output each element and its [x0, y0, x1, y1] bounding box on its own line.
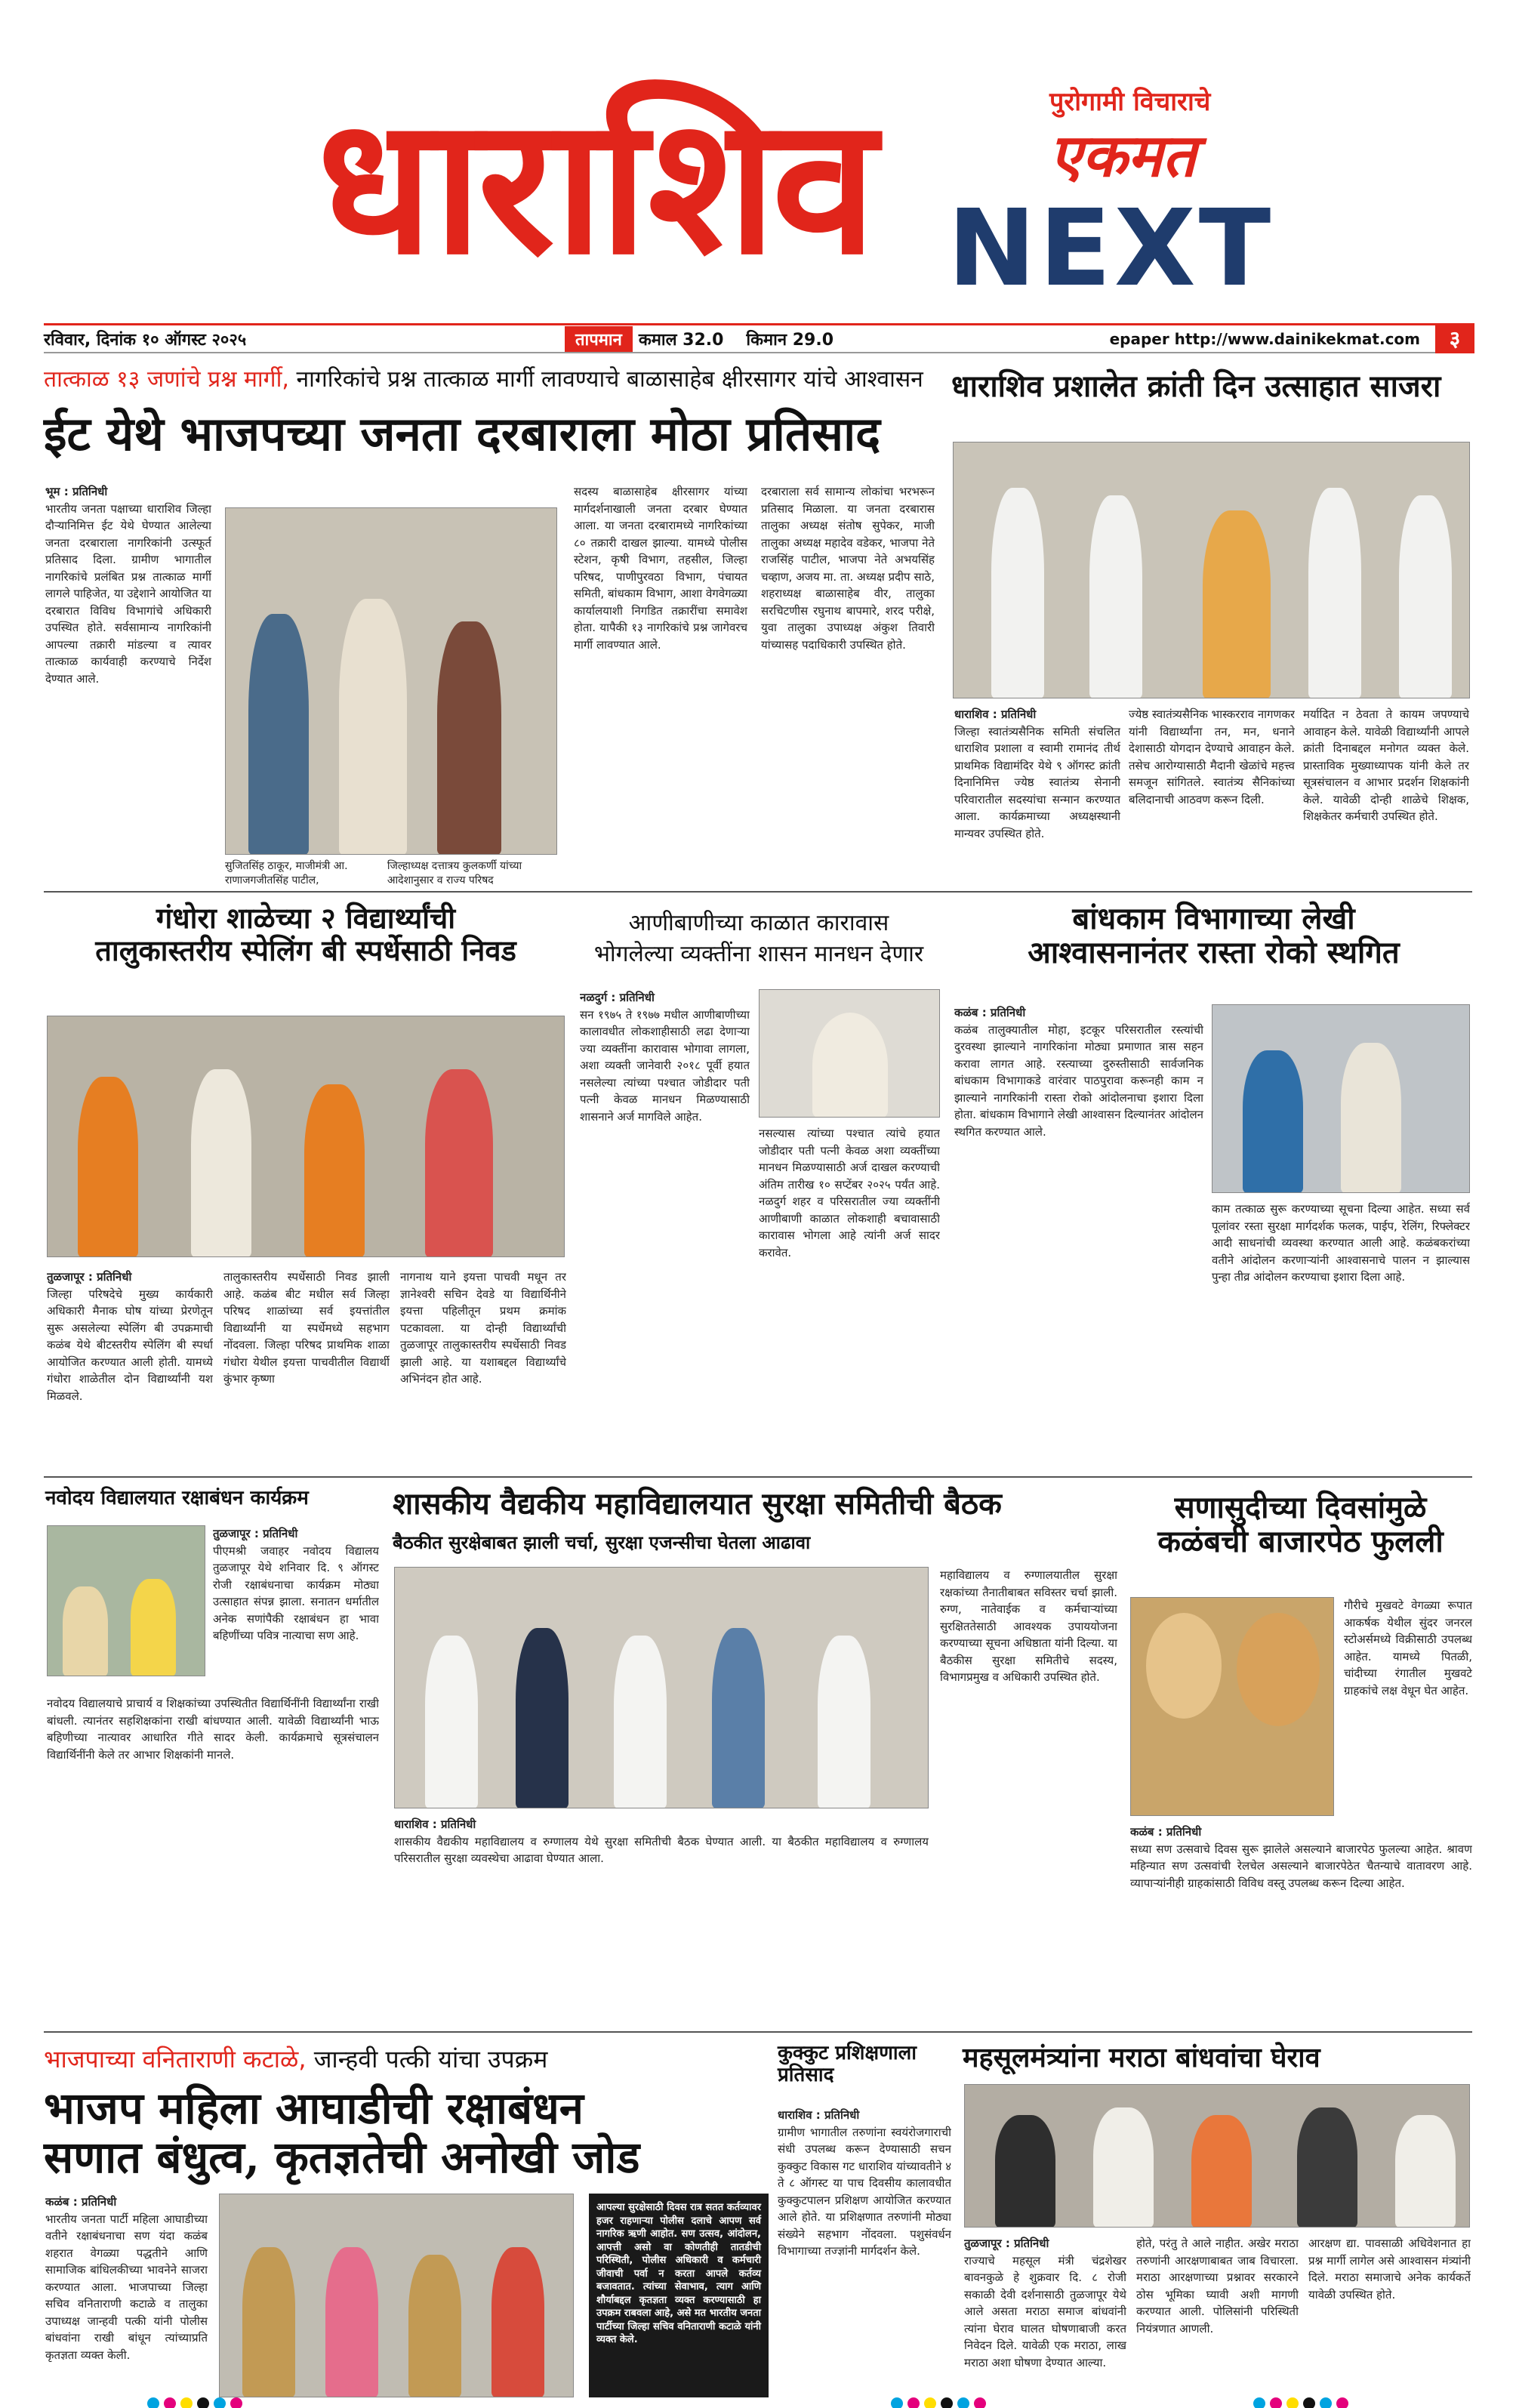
a7-headline: शासकीय वैद्यकीय महाविद्यालयात सुरक्षा समितीची बैठक	[393, 1486, 1002, 1522]
a4-column-2: नसल्यास त्यांच्या पश्चात त्यांचे हयात जोडीदार पती पत्नी केवळ अशा व्यक्तींच्या मानधन मिळण्यासाठी अर्ज दाखल करण्याची अंतिम तारीख १० सप्टेंबर २०२५ पर्यंत आहे. नळदुर्ग शहर व परिसरातील ज्या व्यक्तींनी आणीबाणी काळात लोकशाही बचावासाठी कारावास भोगला आहे त्यांनी अर्ज सादर करावेत.	[759, 1127, 940, 1259]
registration-marks-center	[891, 2397, 986, 2408]
a1-caption-2: जिल्हाध्यक्ष दत्तात्रय कुलकर्णी यांच्या आदेशानुसार व राज्य परिषद	[387, 860, 522, 886]
a9-headline	[44, 2084, 769, 2182]
a5-body-1: कळंब तालुक्यातील मोहा, इटकूर परिसरातील रस्त्यांची दुरवस्था झाल्याने नागरिकांना मोठ्या प्रमाणात त्रास सहन करावा लागत आहे. रस्त्याच्या दुरुस्तीसाठी सार्वजनिक बांधकाम विभागाकडे वारंवार पाठपुरावा करूनही काम न झाल्याने नागरिकांनी रास्ता रोको आंदोलनाचा इशारा दिला होता. बांधकाम विभागाने लेखी आश्वासन दिल्यानंतर आंदोलन स्थगित करण्यात आले.	[954, 1022, 1203, 1139]
a6-column-1	[213, 1525, 379, 1691]
temperature-label: तापमान	[565, 326, 633, 352]
a2-column-2: ज्येष्ठ स्वातंत्र्यसैनिक भास्करराव नागणकर यांनी विद्यार्थ्यांना तन, मन, धनाने देशासाठी योगदान देण्याचे आवाहन केले. तसेच आरोग्यासाठी मैदानी खेळांचे महत्त्व समजून सांगितले. स्वातंत्र्य सैनिकांच्या बलिदानाची आठवण करून दिली.	[1129, 708, 1295, 806]
epaper-link[interactable]: epaper http://www.dainikekmat.com	[1109, 329, 1420, 348]
a7-byline: धाराशिव : प्रतिनिधी	[394, 1818, 476, 1831]
a8-headline-line1: सणासुदीच्या दिवसांमुळे	[1174, 1490, 1427, 1525]
a6-body-1: पीएमश्री जवाहर नवोदय विद्यालय तुळजापूर येथे शनिवार दि. ९ ऑगस्ट रोजी रक्षाबंधनाचा कार्यक्रम मोठ्या उत्साहात संपन्न झाला. सनातन धर्मातील अनेक सणांपैकी रक्षाबंधन हा भावा बहिणींच्या पवित्र नात्याचा सण आहे.	[213, 1543, 379, 1642]
a4-column-1	[580, 989, 750, 1465]
a2-column-3: मर्यादित न ठेवता ते कायम जपण्याचे आवाहन केले. यावेळी विद्यार्थ्यांनी आपले क्रांती दिनाबद्दल मनोगत व्यक्त केले. प्रास्ताविक मुख्याध्यापक यांनी केले तर सूत्रसंचालन व आभार प्रदर्शन शिक्षकांनी केले. यावेळी दोन्ही शाळेचे शिक्षक, शिक्षकेतर कर्मचारी उपस्थित होते.	[1303, 708, 1469, 823]
a6-photo	[47, 1525, 205, 1676]
a3-column-3: नागनाथ याने इयत्ता पाचवी मधून तर ज्ञानेश्वरी सचिन देवडे या विद्यार्थिनीने इयत्ता पहिलीतून प्रथम क्रमांक पटकावला. या दोन्ही विद्यार्थ्यांची तुळजापूर तालुकास्तरीय स्पर्धेसाठी निवड झाली आहे. या यशाबद्दल विद्यार्थ्यांचे अभिनंदन होत आहे.	[400, 1270, 566, 1386]
masthead-title: धाराशिव	[317, 74, 873, 296]
a1-column-1	[45, 483, 211, 876]
registration-marks-left	[147, 2397, 242, 2408]
a11-headline: महसूलमंत्र्यांना मराठा बांधवांचा घेराव	[963, 2042, 1320, 2073]
a3-headline-line1: गंधोरा शाळेच्या २ विद्यार्थ्यांची	[156, 901, 456, 935]
a11-body-1: राज्याचे महसूल मंत्री चंद्रशेखर बावनकुळे हे शुक्रवार दि. ८ रोजी सकाळी देवी दर्शनासाठी तुळजापूर येथे आले असता मराठा समाज बांधवांनी त्यांना घेराव घालत घोषणाबाजी करत निवेदन दिले. यावेळी एक मराठा, लाख मराठा अशा घोषणा देण्यात आल्या.	[964, 2253, 1126, 2369]
a2-byline: धाराशिव : प्रतिनिधी	[954, 708, 1037, 721]
issue-date: रविवार, दिनांक १० ऑगस्ट २०२५	[44, 330, 247, 350]
a6-column-2: नवोदय विद्यालयाचे प्राचार्य व शिक्षकांच्या उपस्थितीत विद्यार्थिनींनी विद्यार्थ्यांना राखी बांधली. त्यानंतर सहशिक्षकांना राखी बांधण्यात आली. यावेळी विद्यार्थ्यांनी भाऊ बहिणीच्या नात्यावर आधारित गीते सादर केली. कार्यक्रमाचे सूत्रसंचालन विद्यार्थिनींनी केले तर आभार शिक्षकांनी मानले.	[47, 1697, 379, 1762]
dateline-bar	[44, 323, 1474, 353]
a3-photo	[47, 1016, 565, 1257]
a5-byline: कळंब : प्रतिनिधी	[954, 1006, 1026, 1019]
a5-column-2: काम तत्काळ सुरू करण्याच्या सूचना दिल्या आहेत. सध्या सर्व पूलांवर रस्ता सुरक्षा मार्गदर्शक फलक, पाईप, रेलिंग, रिफ्लेक्टर आदी साधनांची व्यवस्था करण्यात आली आहे. कळंबकरांच्या वतीने आंदोलन करणाऱ्यांनी आश्वासनाचे पालन न झाल्यास पुन्हा तीव्र आंदोलन करण्याचा इशारा दिला आहे.	[1212, 1202, 1470, 1284]
a11-column-2: होते, परंतु ते आले नाहीत. अखेर मराठा तरुणांनी आरक्षणाबाबत जाब विचारला. मराठा आरक्षणाच्या प्रश्नावर सरकारने ठोस भूमिका घ्यावी अशी मागणी करण्यात आली. पोलिसांनी परिस्थिती नियंत्रणात आणली.	[1136, 2237, 1299, 2336]
a8-body-2: सध्या सण उत्सवाचे दिवस सुरू झालेले असल्याने बाजारपेठ फुलल्या आहेत. श्रावण महिन्यात सण उत्सवांची रेलचेल असल्याने बाजारपेठेत चैतन्याचे वातावरण आहे. व्यापाऱ्यांनीही ग्राहकांसाठी विविध वस्तू उपलब्ध करून दिल्या आहेत.	[1130, 1842, 1472, 1890]
a8-column-1: गौरीचे मुखवटे वेगळ्या रूपात आकर्षक येथील सुंदर जनरल स्टोअर्समध्ये विक्रीसाठी उपलब्ध आहेत. यामध्ये पितळी, चांदीच्या रंगातील मुखवटे ग्राहकांचे लक्ष वेधून घेत आहेत.	[1344, 1599, 1472, 1697]
a9-headline-line1: भाजप महिला आघाडीची रक्षाबंधन	[44, 2083, 584, 2134]
a9-column-1	[45, 2194, 208, 2390]
temperature-min: किमान 29.0	[746, 330, 834, 350]
a5-headline-line2: आश्वासनानंतर रास्ता रोको स्थगित	[1028, 934, 1400, 970]
a11-column-1	[964, 2235, 1126, 2397]
a1-byline: भूम : प्रतिनिधी	[45, 485, 108, 498]
a8-column-2	[1130, 1824, 1472, 2020]
a1-caption	[225, 859, 557, 888]
a4-kicker: आणीबाणीच्या काळात कारावास	[628, 910, 889, 936]
brand-logo: एकमत	[1049, 122, 1197, 190]
a8-headline-line2: कळंबची बाजारपेठ फुलली	[1157, 1523, 1444, 1559]
a4-kicker-2: भोगलेल्या व्यक्तींना शासन मानधन देणार	[593, 941, 924, 967]
a4-header	[578, 906, 940, 968]
a6-headline: नवोदय विद्यालयात रक्षाबंधन कार्यक्रम	[45, 1487, 309, 1509]
section-divider-3	[44, 2031, 1472, 2033]
a1-kicker-red: तात्काळ १३ जणांचे प्रश्न मार्गी,	[44, 366, 289, 393]
a4-byline: नळदुर्ग : प्रतिनिधी	[580, 991, 655, 1004]
edition-logo	[948, 187, 1274, 310]
a3-column-1	[47, 1269, 213, 1465]
a5-headline-line1: बांधकाम विभागाच्या लेखी	[1072, 901, 1355, 936]
a9-headline-line2: सणात बंधुत्व, कृतज्ञतेची अनोखी जोड	[44, 2131, 640, 2183]
a2-photo	[953, 442, 1470, 698]
a9-kicker-text: जान्हवी पत्की यांचा उपक्रम	[313, 2045, 548, 2073]
a8-byline: कळंब : प्रतिनिधी	[1130, 1825, 1202, 1839]
a7-body-1: शासकीय वैद्यकीय महाविद्यालय व रुग्णालय येथे सुरक्षा समितीची बैठक घेण्यात आली. या बैठकीत महाविद्यालय व रुग्णालय परिसरातील सुरक्षा व्यवस्थेचा आढावा घेण्यात आला.	[394, 1834, 929, 1865]
a3-byline: तुळजापूर : प्रतिनिधी	[47, 1270, 132, 1284]
section-divider	[44, 891, 1472, 893]
a10-column-1	[778, 2107, 951, 2397]
masthead-tagline: पुरोगामी विचाराचे	[1049, 87, 1211, 117]
a7-column-2: महाविद्यालय व रुग्णालयातील सुरक्षा रक्षकांच्या तैनातीबाबत सविस्तर चर्चा झाली. रुग्ण, नातेवाईक व कर्मचाऱ्यांच्या सुरक्षिततेसाठी आवश्यक उपाययोजना करण्याच्या सूचना अधिष्ठाता यांनी दिल्या. या बैठकीस सुरक्षा समितीचे सदस्य, विभागप्रमुख व अधिकारी उपस्थित होते.	[940, 1568, 1117, 1684]
a10-body-1: ग्रामीण भागातील तरुणांना स्वयंरोजगाराची संधी उपलब्ध करून देण्यासाठी सचन कुक्कुट विकास गट धाराशिव यांच्यावतीने ४ ते ८ ऑगस्ट या पाच दिवसीय कालावधीत कुक्कुटपालन प्रशिक्षण आयोजित करण्यात आले होते. या प्रशिक्षणात तरुणांनी मोठ्या संख्येने सहभाग नोंदवला. पशुसंवर्धन विभागाच्या तज्ज्ञांनी मार्गदर्शन केले.	[778, 2125, 951, 2258]
a3-body-1: जिल्हा परिषदेचे मुख्य कार्यकारी अधिकारी मैनाक घोष यांच्या प्रेरणेतून सुरू असलेल्या स्पेलिंग बी उपक्रमाची कळंब येथे बीटस्तरीय स्पेलिंग बी स्पर्धा आयोजित करण्यात आली होती. यामध्ये गंधोरा शाळेतील दोन विद्यार्थ्यांनी यश मिळवले.	[47, 1287, 213, 1403]
a1-body-1: भारतीय जनता पक्षाच्या धाराशिव जिल्हा दौऱ्यानिमित्त ईट येथे घेण्यात आलेल्या जनता दरबाराला नागरिकांनी उत्स्फूर्त प्रतिसाद दिला. ग्रामीण भागातील नागरिकांचे प्रलंबित प्रश्न तात्काळ मार्गी लागले पाहिजेत, या उद्देशाने आयोजित या दरबारात विविध विभागांचे अधिकारी उपस्थित होते. सर्वसामान्य नागरिकांनी आपल्या तक्रारी मांडल्या व त्यावर तात्काळ कार्यवाही करण्याचे निर्देश देण्यात आले.	[45, 501, 211, 686]
a10-headline	[778, 2043, 951, 2086]
registration-marks-right	[1253, 2397, 1348, 2408]
a6-byline: तुळजापूर : प्रतिनिधी	[213, 1527, 298, 1540]
edition-text: NEXT	[948, 187, 1274, 310]
a1-kicker-text: नागरिकांचे प्रश्न तात्काळ मार्गी लावण्याचे बाळासाहेब क्षीरसागर यांचे आश्वासन	[296, 366, 923, 393]
a9-photo	[219, 2194, 574, 2397]
a11-column-3: आरक्षण द्या. पावसाळी अधिवेशनात हा प्रश्न मार्गी लागेल असे आश्वासन मंत्र्यांनी दिले. मराठा समाजाचे अनेक कार्यकर्ते यावेळी उपस्थित होते.	[1308, 2237, 1471, 2302]
a1-column-2: सदस्य बाळासाहेब क्षीरसागर यांच्या मार्गदर्शनाखाली जनता दरबार घेण्यात आला. या जनता दरबारामध्ये नागरिकांच्या ८० तक्रारी दाखल झाल्या. यामध्ये पोलीस स्टेशन, कृषी विभाग, तहसील, जिल्हा परिषद, पाणीपुरवठा विभाग, पंचायत समिती, बांधकाम विभाग, आशा वेगवेगळ्या कार्यालयाशी निगडित तक्रारींचा समावेश होता. यापैकी १३ नागरिकांचे प्रश्न जागेवरच मार्गी लावण्यात आले.	[574, 485, 747, 652]
a1-kicker	[44, 362, 942, 393]
a7-column-1	[394, 1816, 929, 2020]
a1-caption-1: सुजितसिंह ठाकूर, माजीमंत्री आ. राणाजगजीतसिंह पाटील,	[225, 860, 348, 886]
a2-headline: धाराशिव प्रशालेत क्रांती दिन उत्साहात साजरा	[951, 368, 1441, 404]
a3-headline	[45, 902, 566, 967]
a9-kicker-red: भाजपाच्या वनिताराणी कटाळे,	[44, 2045, 307, 2073]
a9-byline: कळंब : प्रतिनिधी	[45, 2195, 117, 2209]
a4-body-1: सन १९७५ ते १९७७ मधील आणीबाणीच्या कालावधीत लोकशाहीसाठी लढा देणाऱ्या ज्या व्यक्तींना कारावास भोगावा लागला, अशा व्यक्ती जानेवारी २०१८ पूर्वी हयात नसलेल्या त्यांच्या पश्चात जोडीदार पती पत्नी केवळ मानधन मिळण्यासाठी शासनाने अर्ज मागविले आहेत.	[580, 1007, 750, 1124]
page-number: ३	[1435, 325, 1474, 353]
a11-photo	[964, 2084, 1470, 2228]
a5-headline	[955, 902, 1472, 970]
a10-byline: धाराशिव : प्रतिनिधी	[778, 2108, 860, 2122]
a3-column-2: तालुकास्तरीय स्पर्धेसाठी निवड झाली आहे. कळंब बीट मधील सर्व जिल्हा परिषद शाळांच्या सर्व इयत्तांतील विद्यार्थ्यांनी या स्पर्धेमध्ये सहभाग नोंदवला. जिल्हा परिषद प्राथमिक शाळा गंधोरा येथील इयत्ता पाचवीतील विद्यार्थी कुंभार कृष्णा	[223, 1270, 390, 1386]
temperature-max: कमाल 32.0	[638, 330, 724, 350]
a1-column-3: दरबाराला सर्व सामान्य लोकांचा भरभरून प्रतिसाद मिळाला. या जनता दरबारास तालुका अध्यक्ष संतोष सुपेकर, माजी तालुका अध्यक्ष महादेव वडेकर, भाजपा नेते राजसिंह पाटील, भाजपा नेते अभयसिंह चव्हाण, अजय मा. ता. अध्यक्ष प्रदीप साठे, शहराध्यक्ष बाळासाहेब वीर, तालुका सरचिटणीस रघुनाथ बापमारे, शरद परीक्षे, युवा तालुका उपाध्यक्ष अंकुश तिवारी यांच्यासह पदाधिकारी उपस्थित होते.	[761, 485, 935, 652]
a2-body-1: जिल्हा स्वातंत्र्यसैनिक समिती संचलित धाराशिव प्रशाला व स्वामी रामानंद तीर्थ प्राथमिक विद्यामंदिर येथे ९ ऑगस्ट क्रांती दिनानिमित्त ज्येष्ठ स्वातंत्र्य सेनानी परिवारातील सदस्यांचा सन्मान करण्यात आला. कार्यक्रमाच्या अध्यक्षस्थानी मान्यवर उपस्थित होते.	[954, 724, 1120, 840]
a5-photo	[1212, 1004, 1470, 1193]
section-divider-2	[44, 1476, 1472, 1478]
a9-body-1: भारतीय जनता पार्टी महिला आघाडीच्या वतीने रक्षाबंधनाचा सण यंदा कळंब शहरात वेगळ्या पद्धतीने आणि सामाजिक बांधिलकीच्या भावनेने साजरा करण्यात आला. भाजपाच्या जिल्हा सचिव वनिताराणी कटाळे व तालुका उपाध्यक्ष जान्हवी पत्की यांनी पोलीस बांधवांना राखी बांधून त्यांच्याप्रति कृतज्ञता व्यक्त केली.	[45, 2212, 208, 2362]
a1-photo	[225, 507, 557, 855]
a8-headline	[1129, 1491, 1472, 1559]
a5-column-1	[954, 1004, 1203, 1465]
a9-kicker	[44, 2043, 769, 2075]
a11-byline: तुळजापूर : प्रतिनिधी	[964, 2237, 1049, 2250]
a10-headline-line2: प्रतिसाद	[778, 2064, 834, 2087]
a3-headline-line2: तालुकास्तरीय स्पेलिंग बी स्पर्धेसाठी निवड	[95, 933, 516, 967]
a2-column-1	[954, 706, 1120, 880]
a10-headline-line1: कुक्कुट प्रशिक्षणाला	[778, 2042, 917, 2064]
a1-headline: ईट येथे भाजपच्या जनता दरबाराला मोठा प्रतिसाद	[44, 406, 881, 461]
a8-photo	[1130, 1597, 1334, 1816]
a7-subhead: बैठकीत सुरक्षेबाबत झाली चर्चा, सुरक्षा एजन्सीचा घेतला आढावा	[393, 1531, 811, 1553]
a4-portrait	[759, 989, 940, 1118]
a7-photo	[394, 1567, 929, 1808]
a9-quote-box: आपल्या सुरक्षेसाठी दिवस रात्र सतत कर्तव्यावर हजर राहणाऱ्या पोलीस दलाचे आपण सर्व नागरिक ऋणी आहोत. सण उत्सव, आंदोलन, आपत्ती असो वा कोणतीही तातडीची परिस्थिती, पोलीस अधिकारी व कर्मचारी जीवाची पर्वा न करता आपले कर्तव्य बजावतात. त्यांच्या सेवाभाव, त्याग आणि शौर्याबद्दल कृतज्ञता व्यक्त करण्यासाठी हा उपक्रम राबवला आहे, असे मत भारतीय जनता पार्टीच्या जिल्हा सचिव वनिताराणी कटाळे यांनी व्यक्त केले.	[589, 2194, 769, 2397]
